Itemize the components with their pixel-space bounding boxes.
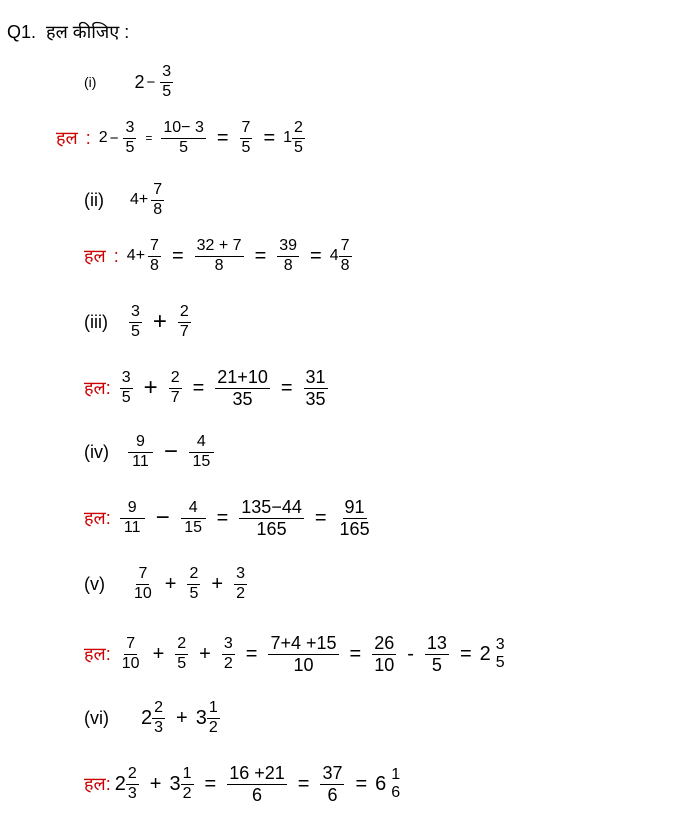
operator: − (155, 504, 170, 532)
solution-label: हल: (84, 774, 111, 795)
fraction: $\frac{91}{165}$ (339, 497, 370, 539)
whole-number: 4 (126, 247, 136, 265)
operator: − (109, 129, 119, 147)
fraction: $\frac{3}{5}$ (162, 63, 172, 100)
equals-sign: = (245, 642, 258, 665)
fraction: $\frac{4}{15}$ (181, 500, 206, 537)
solution-label: हल: (84, 644, 111, 665)
solution-label: हल: (84, 508, 111, 529)
fraction: $\frac{9}{11}$ (120, 500, 145, 537)
mixed-number: 6 1 6 (375, 765, 401, 802)
solution-6 (84, 764, 405, 805)
mixed-number: 2 $\frac{2}{3}$ (141, 699, 164, 736)
question-heading (7, 20, 129, 44)
equals-sign: = (171, 244, 184, 267)
fraction: $\frac{10- 3}{5}$ (163, 119, 204, 156)
fraction: $\frac{4}{15}$ (189, 434, 214, 471)
problem-label: (v) (84, 573, 105, 594)
fraction: $\frac{26}{10}$ (374, 633, 395, 675)
fraction: $\frac{3}{2}$ (223, 635, 233, 672)
operator: + (143, 374, 158, 402)
solution-label: हल: (84, 378, 111, 399)
fraction: $\frac{16 +21}{6}$ (229, 763, 285, 805)
equals-sign: = (349, 642, 362, 665)
operator: − (163, 438, 178, 466)
equals-sign: = (254, 244, 267, 267)
operator: + (176, 706, 188, 729)
equals-sign: = (459, 642, 472, 665)
fraction: $\frac{7}{10}$ (134, 565, 152, 602)
operator: + (149, 772, 162, 795)
solution-colon: : (113, 245, 119, 266)
equals-sign: = (297, 772, 310, 795)
solution-label: हल (56, 128, 78, 149)
mixed-number: 2 3 5 (479, 635, 505, 672)
equals-sign: = (355, 772, 368, 795)
fraction: $\frac{7+4 +15}{10}$ (270, 633, 337, 675)
fraction: $\frac{7}{8}$ (153, 181, 163, 218)
solution-2 (84, 238, 355, 275)
whole-number: 2 (98, 129, 108, 147)
fraction: $\frac{3}{5}$ (131, 303, 140, 340)
whole-number: 4 (130, 191, 139, 209)
operator: + (138, 191, 149, 209)
fraction: $\frac{3}{5}$ (121, 369, 131, 406)
fraction: $\frac{9}{11}$ (128, 434, 153, 471)
solution-5 (84, 634, 510, 675)
operator: + (164, 572, 177, 595)
fraction: $\frac{3}{5}$ (125, 119, 135, 156)
mixed-number: 2 $\frac{2}{3}$ (114, 765, 137, 802)
fraction: $\frac{2}{7}$ (179, 303, 189, 340)
solution-label: हल (84, 246, 106, 267)
minus-sign: - (407, 642, 414, 665)
problem-label: (ii) (84, 189, 104, 210)
fraction: $\frac{21+10}{35}$ (217, 367, 268, 409)
problem-label: (iii) (84, 311, 108, 332)
mixed-number: 1 $\frac{2}{5}$ (283, 119, 303, 156)
problem-6 (84, 700, 223, 737)
operator: + (135, 247, 146, 265)
problem-label: (iv) (84, 441, 109, 462)
problem-label: (i) (84, 74, 97, 91)
equals-sign: = (216, 506, 229, 529)
equals-sign: = (145, 131, 153, 146)
solution-4 (84, 498, 375, 539)
fraction: $\frac{31}{35}$ (305, 367, 326, 409)
question-instruction: हल कीजिए : (46, 22, 130, 42)
fraction: $\frac{37}{6}$ (322, 763, 343, 805)
equals-sign: = (263, 126, 276, 149)
fraction: $\frac{2}{5}$ (189, 565, 199, 602)
fraction: $\frac{7}{10}$ (121, 635, 140, 672)
fraction: $\frac{13}{5}$ (426, 633, 447, 675)
fraction: $\frac{2}{5}$ (177, 635, 187, 672)
problem-5 (84, 566, 250, 603)
fraction: $\frac{3}{2}$ (236, 565, 245, 602)
whole-number: 2 (134, 71, 145, 92)
problem-4 (84, 434, 217, 471)
problem-1 (84, 64, 176, 101)
equals-sign: = (204, 772, 217, 795)
mixed-number: 4 $\frac{7}{8}$ (329, 237, 350, 274)
question-number: Q1. (7, 21, 37, 42)
fraction: $\frac{2}{7}$ (170, 369, 180, 406)
solution-colon: : (85, 127, 91, 148)
equals-sign: = (216, 126, 229, 149)
mixed-number: 3 $\frac{1}{2}$ (169, 765, 192, 802)
operator: − (146, 73, 156, 91)
operator: + (152, 308, 167, 336)
equals-sign: = (192, 376, 205, 399)
operator: + (199, 642, 211, 665)
equals-sign: = (314, 506, 327, 529)
operator: + (152, 642, 165, 665)
problem-2 (84, 182, 167, 219)
solution-3 (84, 368, 331, 409)
fraction: $\frac{7}{5}$ (241, 119, 251, 156)
problem-label: (vi) (84, 707, 109, 728)
fraction: $\frac{135-44}{165}$ (241, 497, 302, 539)
operator: + (211, 572, 224, 595)
equals-sign: = (280, 376, 293, 399)
fraction: $\frac{7}{8}$ (150, 237, 159, 274)
fraction: $\frac{32 + 7}{8}$ (196, 237, 242, 274)
fraction: $\frac{39}{8}$ (279, 237, 298, 274)
mixed-number: 3 $\frac{1}{2}$ (195, 699, 218, 736)
problem-3 (84, 304, 194, 341)
solution-1 (56, 120, 308, 157)
equals-sign: = (310, 244, 322, 267)
